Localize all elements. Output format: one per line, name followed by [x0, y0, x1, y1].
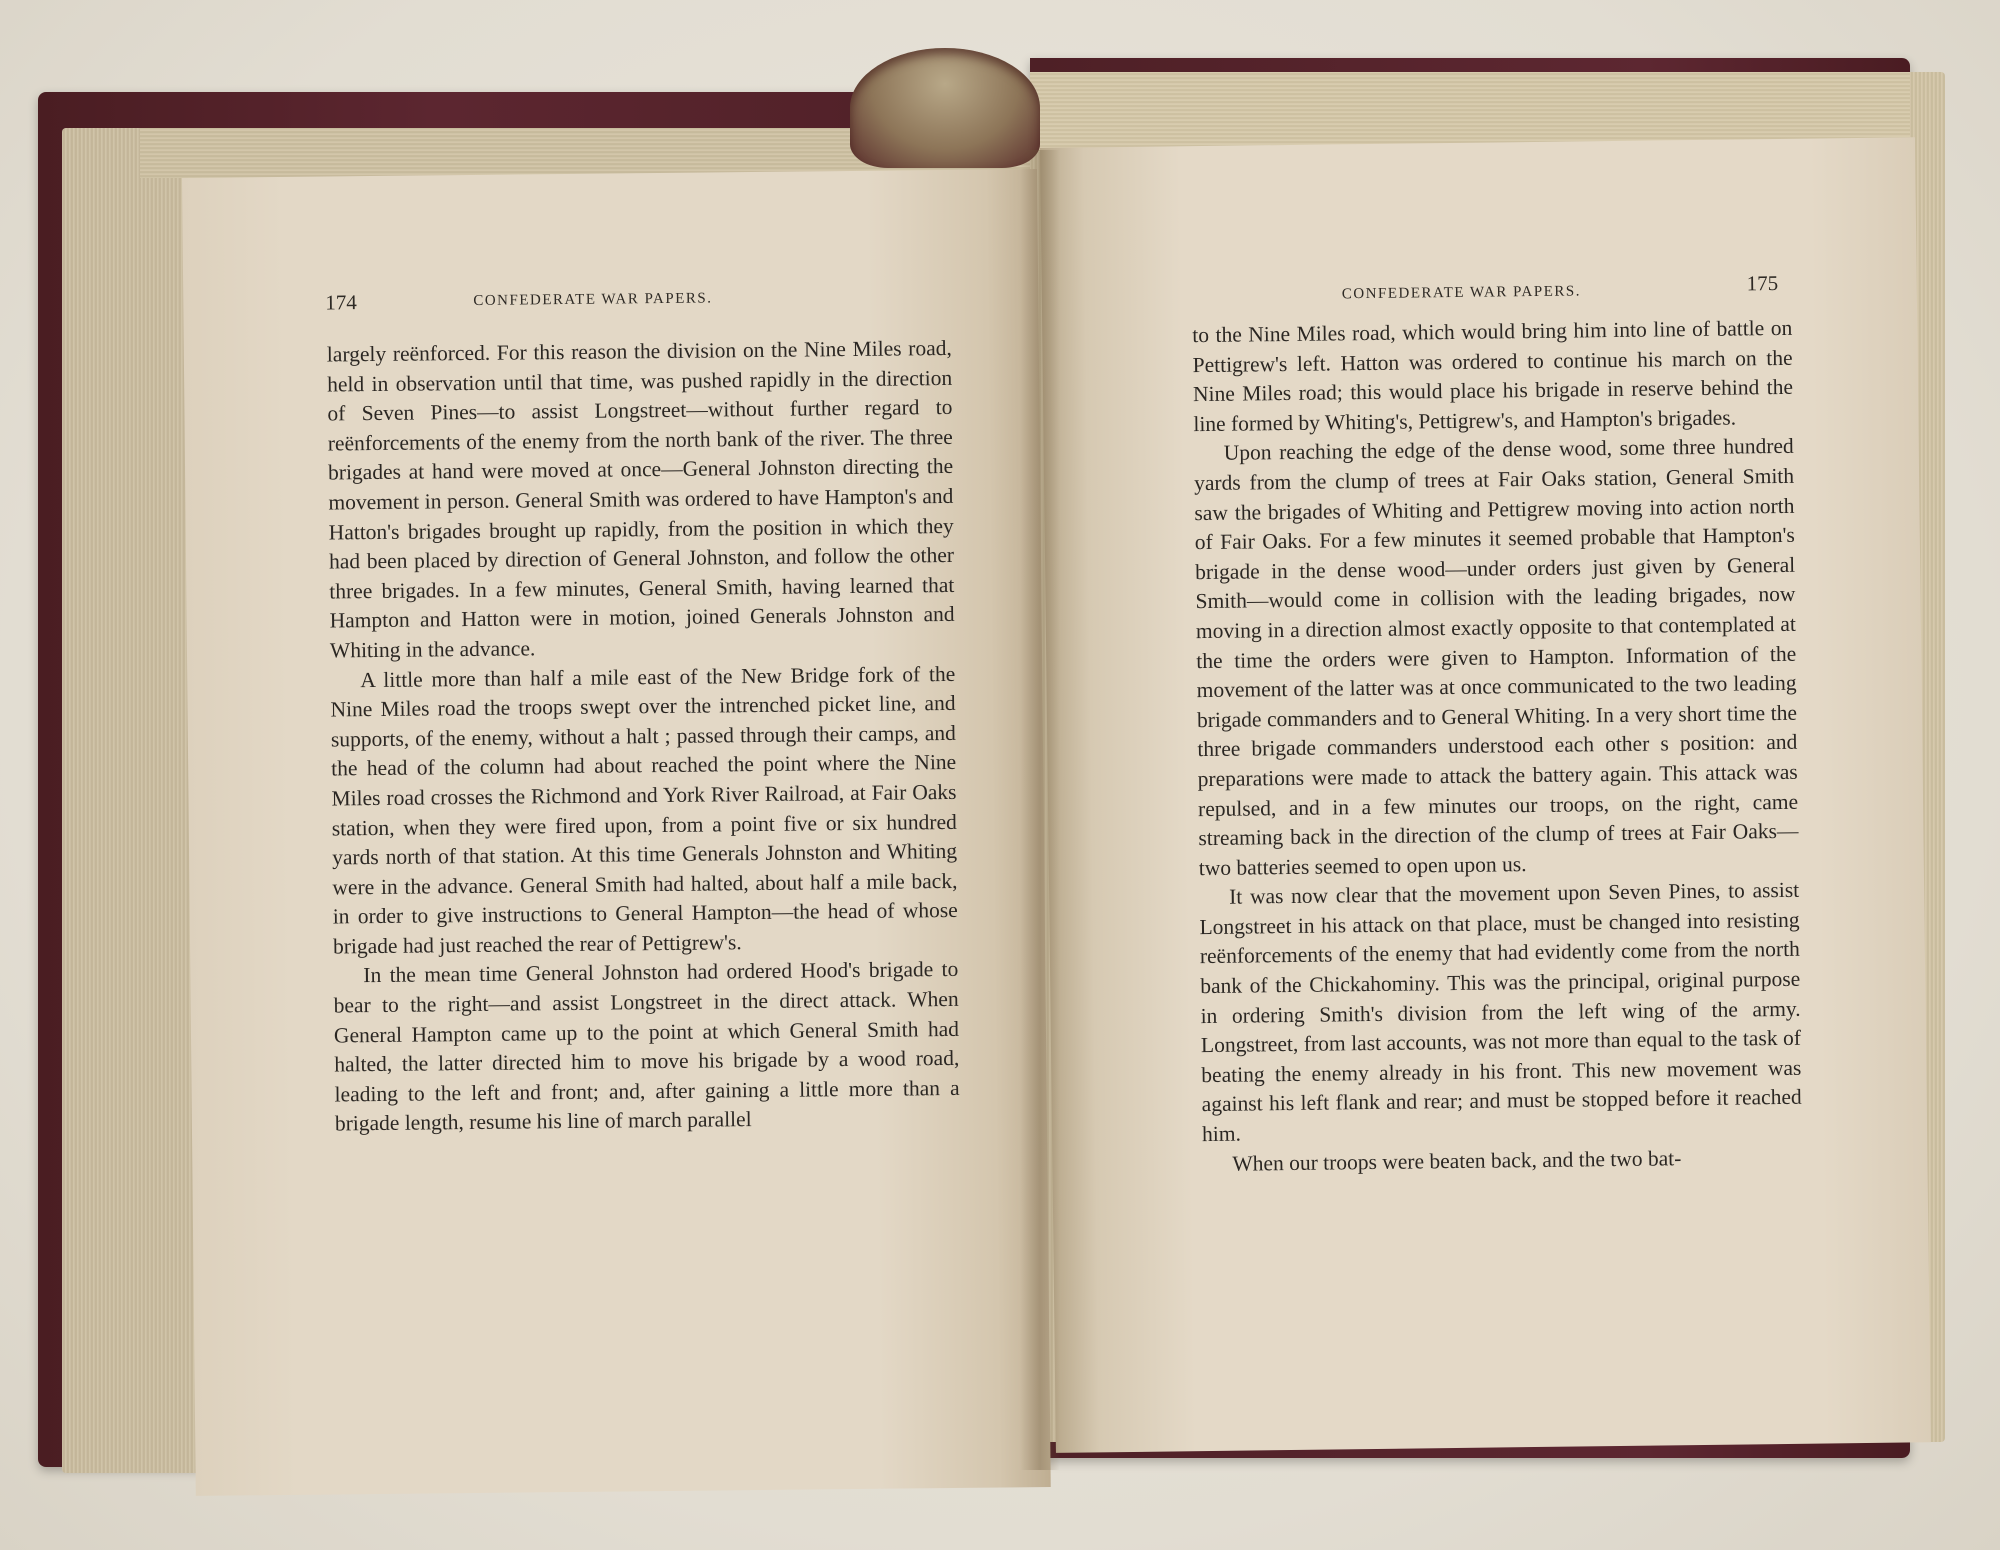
running-header-left: CONFEDERATE WAR PAPERS.	[473, 290, 713, 309]
paragraph: to the Nine Miles road, which would bring him into line of battle on Pettigrew's left. Hatton was ordered to continue his march on the Nine Miles road; this would place his brigade in reserve behind the line formed by Whiting's, Pettigrew's, and Hampton's brigades.	[1192, 315, 1794, 436]
page-number-left: 174	[325, 290, 357, 315]
body-text-left	[327, 334, 960, 1140]
paragraph: When our troops were beaten back, and the two bat-	[1232, 1145, 1682, 1176]
left-page	[182, 169, 1051, 1496]
right-page	[1040, 137, 1931, 1453]
paragraph: largely reënforced. For this reason the division on the Nine Miles road, held in observation until that time, was pushed rapidly in the direction of Seven Pines—to assist Longstreet—without further regard to reënforcements of the enemy from the north bank of the river. The three brigades at hand were moved at once—General Johnston directing the movement in person. General Smith was ordered to have Hampton's and Hatton's brigades brought up rapidly, from the position in which they had been placed by direction of General Johnston, and follow the other three brigades. In a few minutes, General Smith, having learned that Hampton and Hatton were in motion, joined Generals Johnston and Whiting in the advance.	[326, 335, 955, 663]
book-spine-head	[850, 48, 1040, 168]
paragraph: In the mean time General Johnston had ordered Hood's brigade to bear to the right—and assist Longstreet in the direct attack. When General Hampton came up to the point at which General Smith had halted, the latter directed him to move his brigade by a wood road, leading to the left and front; and, after gaining a little more than a brigade length, resume his line of march parallel	[333, 957, 960, 1136]
gutter-shadow	[1020, 150, 1060, 1470]
page-number-right: 175	[1746, 270, 1779, 296]
paragraph: A little more than half a mile east of the New Bridge fork of the Nine Miles road the troops swept over the intrenched picket line, and supports, of the enemy, without a halt ; passed through their camps, and the head of the column had about reached the point where the Nine Miles road crosses the Richmond and York River Railroad, at Fair Oaks station, when they were fired upon, from a point five or six hundred yards north of that station. At this time Generals Johnston and Whiting were in the advance. General Smith had halted, about half a mile back, in order to give instructions to General Hampton—the head of whose brigade had just reached the rear of Pettigrew's.	[330, 661, 958, 959]
paragraph: Upon reaching the edge of the dense wood, some three hundred yards from the clump of trees at Fair Oaks station, General Smith saw the brigades of Whiting and Pettigrew moving into action north of Fair Oaks. For a few minutes it seemed probable that Hampton's brigade in the dense wood—under orders just given by General Smith—would come in collision with the leading brigades, now moving in a direction almost exactly opposite to that contemplated at the time the orders were given to Hampton. Information of the movement of the latter was at once communicated to the two leading brigade commanders and to General Whiting. In a very short time the three brigade commanders understood each other s position: and preparations were made to attack the battery again. This attack was repulsed, and in a few minutes our troops, on the right, came streaming back in the direction of the clump of trees at Fair Oaks—two batteries seemed to open upon us.	[1193, 434, 1799, 880]
running-header-right: CONFEDERATE WAR PAPERS.	[1341, 283, 1582, 303]
body-text-right	[1192, 314, 1802, 1179]
paragraph: It was now clear that the movement upon Seven Pines, to assist Longstreet in his attack on that place, must be changed into resisting reënforcements of the enemy that had evidently come from the north bank of the Chickahominy. This was the principal, original purpose in ordering Smith's division from the left wing of the army. Longstreet, from last accounts, was not more than equal to the task of beating the enemy already in his front. This new movement was against his left flank and rear; and must be stopped before it reached him.	[1199, 878, 1802, 1147]
